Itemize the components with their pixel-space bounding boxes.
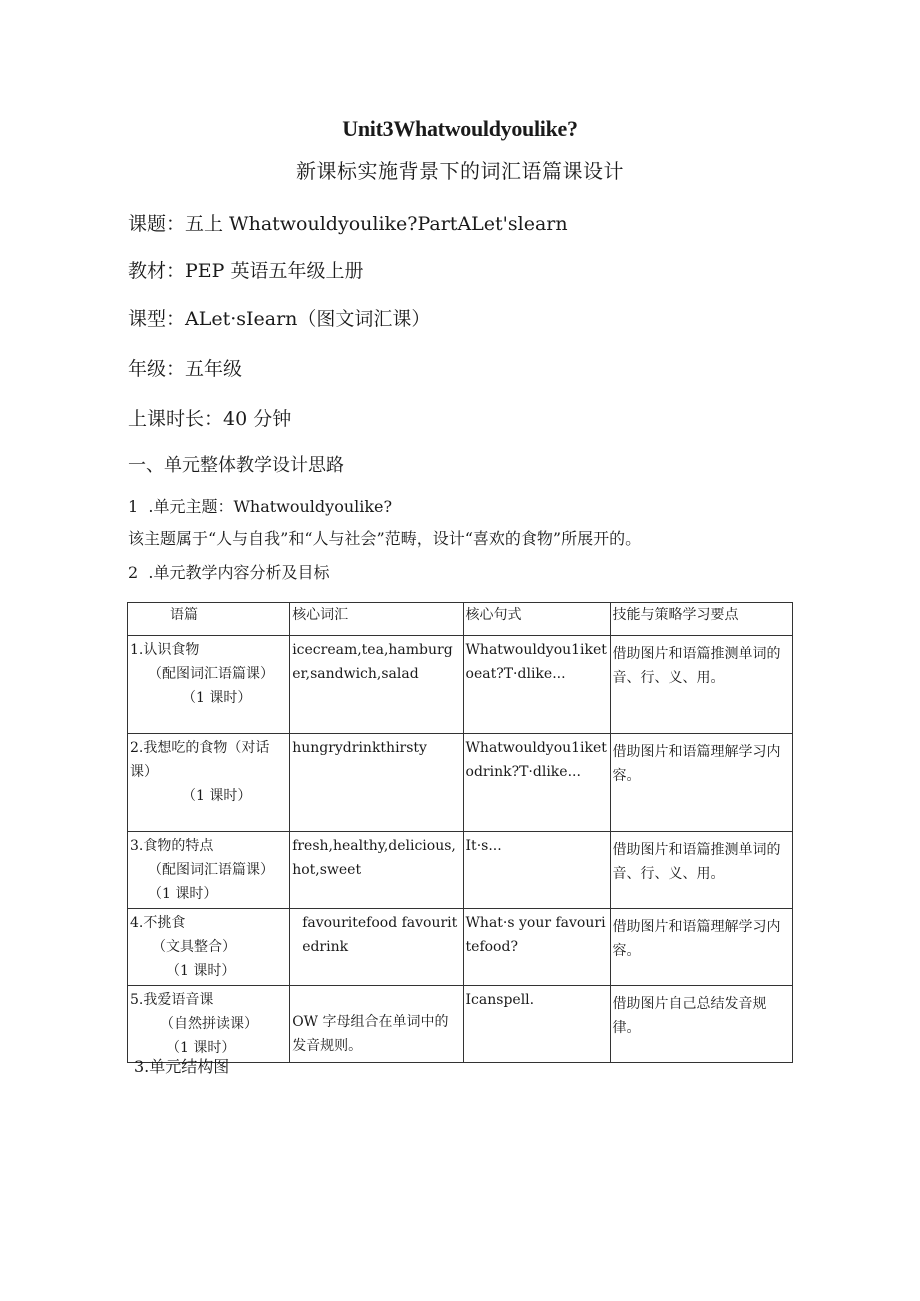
lesson-hours: （1 课时）	[182, 788, 252, 804]
field-duration-value: 40 分钟	[223, 408, 292, 430]
vocab-cell: icecream,tea,hamburger,sandwich,salad	[290, 636, 463, 734]
document-title: Unit3Whatwouldyoulike?	[342, 116, 578, 141]
lesson-title: 5.我爱语音课	[130, 992, 214, 1008]
lesson-cell	[128, 986, 290, 1063]
item-1-unit-theme: 1 .单元主题：Whatwouldyoulike?	[128, 497, 393, 516]
lesson-cell	[128, 734, 290, 832]
table-header-cell: 语篇	[128, 603, 290, 636]
table-row	[128, 832, 793, 909]
lesson-type: （自然拼读课）	[160, 1016, 258, 1032]
item-2-heading: 2 .单元教学内容分析及目标	[128, 563, 330, 582]
lesson-hours: （1 课时）	[166, 1040, 236, 1056]
table-row	[128, 986, 793, 1063]
skill-text: 借助图片和语篇理解学习内容。	[612, 744, 781, 784]
skill-cell	[610, 909, 792, 986]
item-3-structure-heading: 3.单元结构图	[134, 1057, 230, 1076]
table-header-cell: 技能与策略学习要点	[610, 603, 792, 636]
field-topic-label: 课题：	[128, 213, 186, 235]
skill-text: 借助图片自己总结发音规律。	[612, 996, 767, 1036]
lesson-title: 4.不挑食	[130, 915, 186, 931]
table-header-cell: 核心句式	[463, 603, 610, 636]
lesson-cell	[128, 832, 290, 909]
field-textbook-label: 教材：	[128, 260, 186, 282]
lesson-type: （文具整合）	[152, 939, 236, 955]
lesson-hours: （1 课时）	[166, 963, 236, 979]
sentence-cell: Icanspell.	[463, 986, 610, 1063]
lesson-cell	[128, 909, 290, 986]
field-grade	[128, 354, 242, 381]
table-header-row	[128, 603, 793, 636]
vocab-cell: fresh,healthy,delicious,hot,sweet	[290, 832, 463, 909]
field-topic-value: 五上 Whatwouldyoulike?PartALet'slearn	[185, 213, 568, 235]
document-subtitle: 新课标实施背景下的词汇语篇课设计	[296, 159, 624, 183]
skill-text: 借助图片和语篇理解学习内容。	[612, 919, 781, 959]
unit-content-table	[127, 602, 793, 1063]
skill-text: 借助图片和语篇推测单词的音、行、义、用。	[612, 842, 781, 882]
table-row	[128, 734, 793, 832]
vocab-cell: OW 字母组合在单词中的发音规则。	[290, 986, 463, 1063]
lesson-hours: （1 课时）	[148, 886, 218, 902]
lesson-title: 2.我想吃的食物（对话课）	[130, 740, 270, 780]
table-row	[128, 636, 793, 734]
sentence-cell: What·s your favouritefood?	[463, 909, 610, 986]
skill-text: 借助图片和语篇推测单词的音、行、义、用。	[612, 646, 781, 686]
table-row	[128, 909, 793, 986]
lesson-type: （配图词汇语篇课）	[148, 666, 274, 682]
lesson-cell	[128, 636, 290, 734]
field-grade-label: 年级：	[128, 358, 186, 380]
field-lesson-type	[128, 304, 430, 331]
field-grade-value: 五年级	[185, 358, 243, 380]
field-duration	[128, 404, 291, 431]
sentence-cell: Whatwouldyou1iketodrink?T·dlike...	[463, 734, 610, 832]
item-1-description: 该主题属于“人与自我”和“人与社会”范畴，设计“喜欢的食物”所展开的。	[128, 529, 642, 548]
lesson-type: （配图词汇语篇课）	[148, 862, 274, 878]
vocab-cell: hungrydrinkthirsty	[290, 734, 463, 832]
field-topic	[128, 209, 568, 236]
table-header-cell: 核心词汇	[290, 603, 463, 636]
skill-cell	[610, 832, 792, 909]
vocab-cell: favouritefood favouritedrink	[290, 909, 463, 986]
lesson-hours: （1 课时）	[182, 690, 252, 706]
sentence-cell: Whatwouldyou1iketoeat?T·dlike...	[463, 636, 610, 734]
lesson-title: 1.认识食物	[130, 642, 200, 658]
field-duration-label: 上课时长：	[128, 408, 224, 430]
lesson-title: 3.食物的特点	[130, 838, 214, 854]
field-textbook	[128, 256, 364, 283]
field-textbook-value: PEP 英语五年级上册	[185, 260, 364, 282]
field-lesson-type-label: 课型：	[128, 308, 186, 330]
field-lesson-type-value: ALet·sIearn（图文词汇课）	[185, 308, 431, 330]
section-heading-1: 一、单元整体教学设计思路	[128, 455, 344, 476]
sentence-cell: It·s...	[463, 832, 610, 909]
skill-cell	[610, 636, 792, 734]
skill-cell	[610, 986, 792, 1063]
skill-cell	[610, 734, 792, 832]
